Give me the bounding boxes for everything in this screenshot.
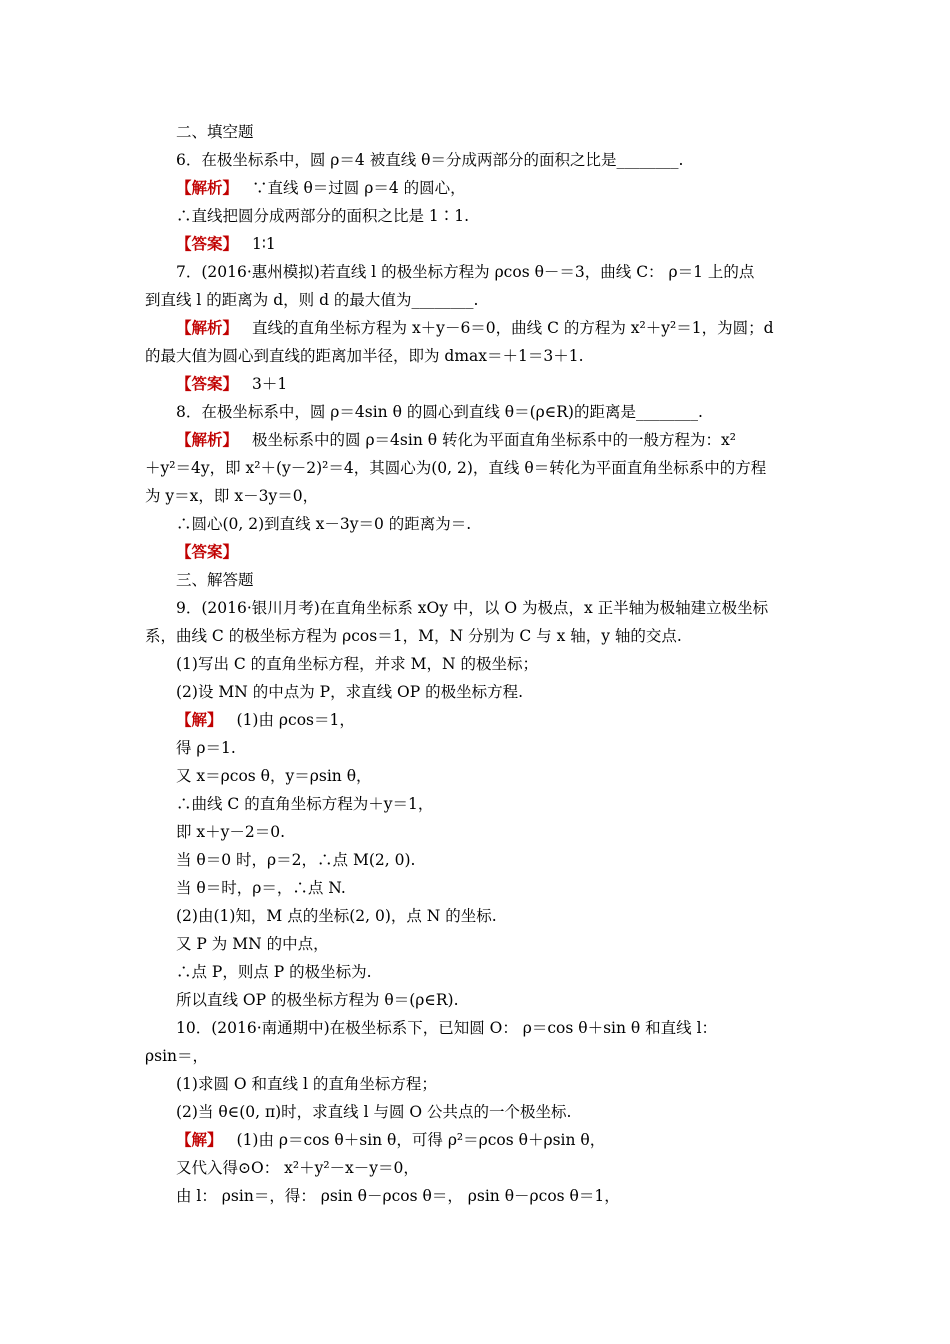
analysis-8-line3: 为 y＝x，即 x－3y＝0， — [145, 487, 319, 505]
analysis-text: 极坐标系中的圆 ρ＝4sin θ 转化为平面直角坐标系中的一般方程为：x² — [252, 431, 736, 449]
solution-10-line: 又代入得⊙O： x²＋y²－x－y＝0， — [176, 1159, 419, 1177]
question-9: 9．(2016·银川月考)在直角坐标系 xOy 中，以 O 为极点，x 正半轴为极轴建立极坐标 — [176, 599, 769, 617]
solution-tag: 【解】 — [176, 710, 223, 729]
solution-9-line: 即 x＋y－2＝0. — [176, 823, 286, 841]
answer-6 — [176, 234, 276, 254]
answer-text: 3＋1 — [252, 375, 288, 393]
analysis-8-line2: ＋y²＝4y，即 x²＋(y－2)²＝4，其圆心为(0, 2)，直线 θ＝转化为平面直角坐标系中的方程 — [145, 459, 767, 477]
analysis-7-line2: 的最大值为圆心到直线的距离加半径，即为 dmax＝＋1＝3＋1. — [145, 347, 584, 365]
answer-7 — [176, 374, 287, 394]
answer-tag: 【答案】 — [176, 542, 239, 561]
question-9-line2: 系，曲线 C 的极坐标方程为 ρcos＝1，M，N 分别为 C 与 x 轴，y 轴的交点. — [145, 627, 682, 645]
analysis-text: ∵直线 θ＝过圆 ρ＝4 的圆心， — [252, 179, 466, 197]
question-6: 6．在极坐标系中，圆 ρ＝4 被直线 θ＝分成两部分的面积之比是________. — [176, 151, 684, 169]
solution-9 — [176, 710, 355, 730]
analysis-8-line4: ∴圆心(0, 2)到直线 x－3y＝0 的距离为＝. — [176, 515, 472, 533]
analysis-6-line2: ∴直线把圆分成两部分的面积之比是 1∶1. — [176, 207, 470, 225]
solution-tag: 【解】 — [176, 1130, 223, 1149]
answer-8 — [176, 542, 252, 562]
question-7: 7．(2016·惠州模拟)若直线 l 的极坐标方程为 ρcos θ－＝3，曲线 C： ρ＝1 上的点 — [176, 263, 755, 281]
solution-10 — [176, 1130, 605, 1150]
solution-10-line: 由 l： ρsin＝，得： ρsin θ－ρcos θ＝， ρsin θ－ρcos θ＝1， — [176, 1187, 620, 1205]
answer-tag: 【答案】 — [176, 234, 239, 253]
solution-9-line: 所以直线 OP 的极坐标方程为 θ＝(ρ∈R). — [176, 991, 459, 1009]
solution-text: (1)由 ρcos＝1， — [236, 711, 355, 729]
solution-9-line: (2)由(1)知，M 点的坐标(2, 0)，点 N 的坐标. — [176, 907, 497, 925]
question-10-line2: ρsin＝， — [145, 1047, 209, 1065]
analysis-6 — [176, 178, 466, 198]
solution-9-line: 又 P 为 MN 的中点， — [176, 935, 329, 953]
solution-9-line: ∴点 P，则点 P 的极坐标为. — [176, 963, 372, 981]
question-10-part2: (2)当 θ∈(0, π)时，求直线 l 与圆 O 公共点的一个极坐标. — [176, 1103, 572, 1121]
analysis-7 — [176, 318, 774, 338]
solution-9-line: ∴曲线 C 的直角坐标方程为＋y＝1， — [176, 795, 434, 813]
analysis-tag: 【解析】 — [176, 318, 239, 337]
section-heading-solutions: 三、解答题 — [176, 571, 254, 589]
analysis-text: 直线的直角坐标方程为 x＋y－6＝0，曲线 C 的方程为 x²＋y²＝1，为圆；d — [252, 319, 774, 337]
solution-9-line: 得 ρ＝1. — [176, 739, 236, 757]
answer-tag: 【答案】 — [176, 374, 239, 393]
question-10: 10．(2016·南通期中)在极坐标系下，已知圆 O： ρ＝cos θ＋sin θ 和直线 l： — [176, 1019, 718, 1037]
question-8: 8．在极坐标系中，圆 ρ＝4sin θ 的圆心到直线 θ＝(ρ∈R)的距离是________. — [176, 403, 703, 421]
analysis-8 — [176, 430, 736, 450]
question-9-part2: (2)设 MN 的中点为 P，求直线 OP 的极坐标方程. — [176, 683, 524, 701]
analysis-tag: 【解析】 — [176, 178, 239, 197]
question-7-line2: 到直线 l 的距离为 d，则 d 的最大值为________. — [145, 291, 479, 309]
question-9-part1: (1)写出 C 的直角坐标方程，并求 M，N 的极坐标； — [176, 655, 538, 673]
question-10-part1: (1)求圆 O 和直线 l 的直角坐标方程； — [176, 1075, 437, 1093]
answer-text: 1∶1 — [252, 235, 276, 253]
solution-text: (1)由 ρ＝cos θ＋sin θ，可得 ρ²＝ρcos θ＋ρsin θ， — [236, 1131, 606, 1149]
section-heading-fill-in: 二、填空题 — [176, 123, 254, 141]
solution-9-line: 当 θ＝时，ρ＝，∴点 N. — [176, 879, 346, 897]
analysis-tag: 【解析】 — [176, 430, 239, 449]
solution-9-line: 当 θ＝0 时，ρ＝2，∴点 M(2, 0). — [176, 851, 416, 869]
solution-9-line: 又 x＝ρcos θ，y＝ρsin θ， — [176, 767, 372, 785]
